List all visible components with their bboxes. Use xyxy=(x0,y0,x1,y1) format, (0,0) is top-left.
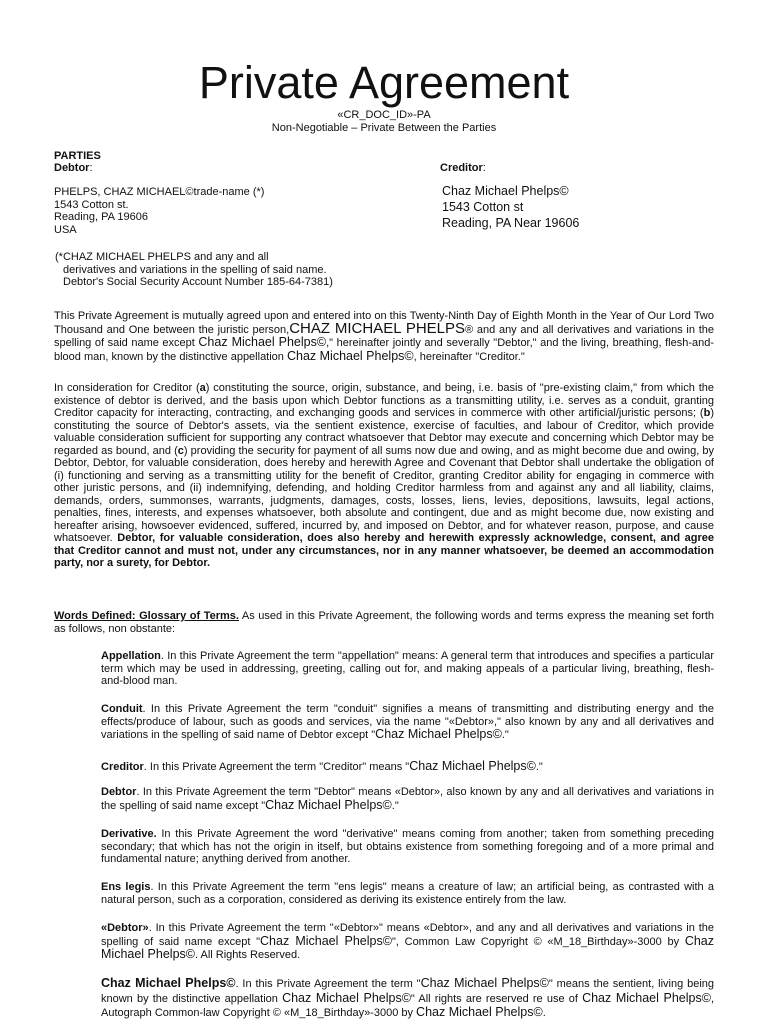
definition-text: . In this Private Agreement the term "Debtor" means «Debtor», also known by any and all derivatives and variations in the spelling of said name except " xyxy=(101,786,714,812)
debtor-name: PHELPS, CHAZ MICHAEL©trade-name (*) xyxy=(54,186,265,198)
debtor-label-wrap xyxy=(54,162,93,175)
definition-term: Chaz Michael Phelps© xyxy=(101,976,236,990)
definition-name: Chaz Michael Phelps© xyxy=(265,797,392,812)
definition-text: ." xyxy=(391,799,399,812)
glossary-paragraph xyxy=(54,610,714,635)
definition-term: Creditor xyxy=(101,761,144,773)
creditor-city: Reading, PA Near 19606 xyxy=(442,216,580,230)
consideration-text-2: ) constituting the source, origin, substance, and being, i.e. basis of "pre-existing claim," from which the existence of debtor is derived, and the basis upon which Debtor functions as a transmitting utility, i.e. serves as a conduit, granting Creditor capacity for interacting, contracting, and exchanging goods and services in commerce with other artificial/juristic persons; ( xyxy=(54,382,715,419)
debtor-colon: : xyxy=(89,162,93,174)
intro-text-4: , hereinafter "Creditor." xyxy=(413,350,525,363)
definition-name: Chaz Michael Phelps© xyxy=(582,990,711,1005)
definition-appellation xyxy=(101,650,714,688)
definition-text: . In this Private Agreement the term "appellation" means: A general term that introduces and specifies a particular term which may be used in addressing, greeting, calling out for, and making appeals of a particular living, breathing, flesh-and-blood man. xyxy=(101,650,714,687)
definition-text: . In this Private Agreement the term "ens legis" means a creature of law; an artificial being, as contrasted with a natural person, such as a corporation, considered as deriving its existence entirely from the law. xyxy=(101,881,715,906)
definition-text: In this Private Agreement the word "derivative" means coming from another; taken from something preceding secondary; that which has not the origin in itself, but obtains existence from something foregoing and of a more primal and fundamental nature; anything derived from another. xyxy=(101,828,714,865)
consideration-bold-clause: Debtor, for valuable consideration, does also hereby and herewith expressly acknowledge, consent, and agree that Creditor cannot and must not, under any circumstances, nor in any manner whatsoever, be deemed an accommodation party, nor a surety, for Debtor. xyxy=(54,532,714,569)
definition-text: . In this Private Agreement the term " xyxy=(235,978,421,990)
definition-debtor-tag xyxy=(101,922,714,962)
debtor-label: Debtor xyxy=(54,162,90,174)
glossary-heading: Words Defined: Glossary of Terms. xyxy=(54,610,239,622)
creditor-street: 1543 Cotton st xyxy=(442,200,524,214)
definition-text: . In this Private Agreement the term "«Debtor»" means «Debtor», and any and all derivatives and variations in the spelling of said name except " xyxy=(101,922,714,948)
intro-text-1: This Private Agreement is mutually agreed upon and entered into on this Twenty-Ninth Day of Eighth Month in the Year of Our Lord Two Thousand and One between the juristic person, xyxy=(54,310,714,336)
definition-text: ." xyxy=(501,729,509,741)
parties-heading: PARTIES xyxy=(54,150,101,162)
definition-term: «Debtor» xyxy=(101,922,149,934)
consideration-text-4: ) providing the security for payment of all sums now due and owing, and as might become due and owing, by Debtor, Debtor, for valuable consideration, does hereby and herewith Agree and Covenant that Debtor shall undertake the obligation of (i) functioning and serving as a transmitting utility for the benefit of Creditor, granting Creditor ability for engaging in commerce with other juristic persons, and (ii) indemnifying, defending, and holding Creditor harmless from and against any and all liability, claims, demands, orders, summonses, warrants, judgments, damages, costs, losses, liens, levies, depositions, lawsuits, legal actions, penalties, fines, interests, and expenses whatsoever, both absolute and contingent, due and as might become due, now existing and hereafter arising, howsoever evidenced, suffered, incurred by, and imposed on Debtor, and for whatever reason, purpose, and cause whatsoever. xyxy=(54,444,714,544)
definition-text: . In this Private Agreement the term "Creditor" means " xyxy=(143,761,410,773)
creditor-label: Creditor xyxy=(440,162,483,174)
intro-text-3: ," hereinafter jointly and severally "Debtor," and the living, breathing, flesh-and-blood man, known by the distinctive appellation xyxy=(54,337,714,363)
intro-paragraph xyxy=(54,310,714,363)
definition-creditor xyxy=(101,760,714,774)
creditor-colon: : xyxy=(482,162,486,174)
definition-name: Chaz Michael Phelps© xyxy=(420,976,549,990)
definition-name: Chaz Michael Phelps© xyxy=(375,727,502,741)
debtor-note-line2: derivatives and variations in the spelling of said name. xyxy=(63,263,327,276)
creditor-name: Chaz Michael Phelps© xyxy=(442,184,569,198)
definition-name: Chaz Michael Phelps© xyxy=(282,990,411,1005)
debtor-street: 1543 Cotton st. xyxy=(54,198,129,211)
definition-term: Conduit xyxy=(101,703,143,715)
consideration-text-1: In consideration for Creditor ( xyxy=(54,382,200,394)
definition-text: " All rights are reserved re use of xyxy=(410,992,583,1005)
document-subtitle: Non-Negotiable – Private Between the Parties xyxy=(271,122,497,134)
definition-text: . In this Private Agreement the term "conduit" signifies a means of transmitting and distributing energy and the effects/produce of labour, such as goods and services, via the name "«Debtor»," also known by any and all derivatives and variations in the spelling of said name of Debtor except " xyxy=(101,703,714,741)
debtor-country: USA xyxy=(54,223,77,236)
consideration-marker-a: a xyxy=(199,382,206,394)
definition-name: Chaz Michael Phelps© xyxy=(260,933,392,948)
definition-debtor xyxy=(101,786,714,812)
consideration-marker-c: c xyxy=(177,444,184,457)
definition-chaz xyxy=(101,977,714,1021)
glossary-text: As used in this Private Agreement, the following words and terms express the meaning set forth as follows, non obstante: xyxy=(54,610,714,635)
definition-ens-legis xyxy=(101,881,714,906)
debtor-address xyxy=(54,186,264,236)
definition-derivative xyxy=(101,828,714,866)
definition-text: ", Common Law Copyright © «M_18_Birthday»-3000 by xyxy=(391,935,685,948)
consideration-text-3: ) constituting the source of Debtor's assets, via the sentient existence, exercise of faculties, and labour of Creditor, which provide valuable consideration sufficient for supporting any contract whatsoever that Debtor may execute and concerning which Debtor may be regarded as bound, and ( xyxy=(54,407,714,457)
definition-text: . All Rights Reserved. xyxy=(194,949,301,961)
definition-text: " means the sentient, living being known by the distinctive appellation xyxy=(101,978,714,1005)
definition-name: Chaz Michael Phelps© xyxy=(101,933,714,961)
document-id: «CR_DOC_ID»-PA xyxy=(337,109,431,121)
consideration-paragraph xyxy=(54,382,714,570)
definition-term: Ens legis xyxy=(101,881,151,893)
definition-name: Chaz Michael Phelps© xyxy=(409,759,536,773)
creditor-label-wrap xyxy=(440,162,486,175)
debtor-note-line1: (*CHAZ MICHAEL PHELPS and any and all xyxy=(55,251,269,263)
definition-conduit xyxy=(101,703,714,742)
creditor-address xyxy=(442,183,579,231)
definition-term: Debtor xyxy=(101,786,137,798)
debtor-note-line3: Debtor's Social Security Account Number 185-64-7381) xyxy=(63,276,333,288)
definition-term: Derivative. xyxy=(101,828,157,840)
page-title: Private Agreement xyxy=(198,57,570,108)
intro-name-1: Chaz Michael Phelps© xyxy=(198,335,327,349)
definition-text: . xyxy=(542,1007,546,1019)
debtor-city: Reading, PA 19606 xyxy=(54,211,148,223)
debtor-note xyxy=(55,251,333,289)
definition-name: Chaz Michael Phelps© xyxy=(416,1005,543,1019)
definition-text: ." xyxy=(535,761,543,773)
intro-name-caps: CHAZ MICHAEL PHELPS xyxy=(289,319,466,337)
consideration-marker-b: b xyxy=(703,407,711,419)
intro-name-2: Chaz Michael Phelps© xyxy=(286,348,414,363)
intro-text-2: ® and any and all derivatives and variations in the spelling of said name except xyxy=(54,323,714,349)
definition-text: , Autograph Common-law Copyright © «M_18_Birthday»-3000 by xyxy=(101,992,714,1019)
definition-term: Appellation xyxy=(101,650,161,662)
